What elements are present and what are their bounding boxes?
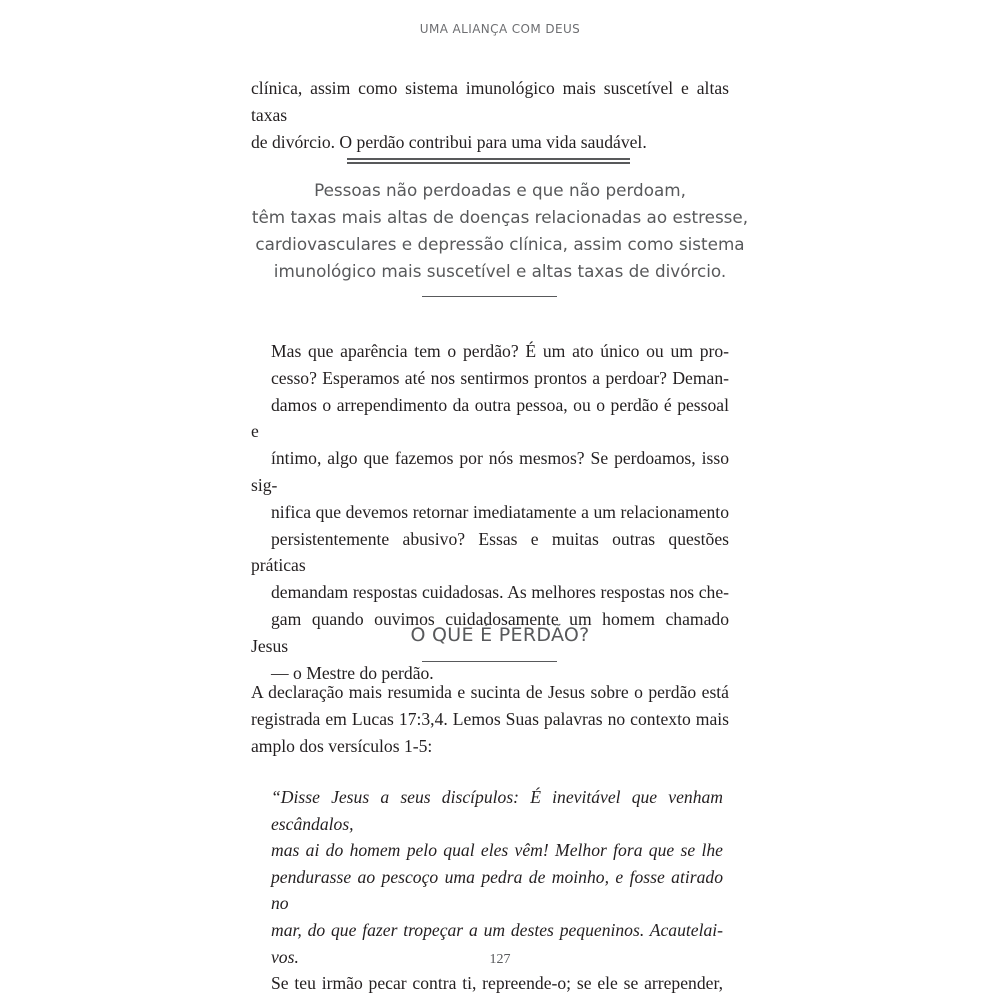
pull-quote-bottom-rule (422, 296, 557, 297)
section-heading: O QUE É PERDÃO? (410, 624, 590, 646)
text-line: — o Mestre do perdão. (271, 662, 434, 683)
text-line: gam quando ouvimos cuidadosamente um homem chamado Jesus (251, 608, 729, 656)
running-head: UMA ALIANÇA COM DEUS (419, 22, 581, 36)
paragraph-intro (251, 679, 729, 759)
text-line: demandam respostas cuidadosas. As melhores respostas nos che- (271, 582, 729, 603)
pull-quote-line: imunológico mais suscetível e altas taxas de divórcio. (273, 261, 727, 281)
quote-line: “Disse Jesus a seus discípulos: É inevitável que venham escândalos, (271, 787, 723, 834)
pull-quote-line: cardiovasculares e depressão clínica, assim como sistema (255, 234, 745, 254)
text-line: íntimo, algo que fazemos por nós mesmos? Se perdoamos, isso sig- (251, 448, 729, 495)
text-line: de divórcio. O perdão contribui para uma vida saudável. (251, 131, 647, 152)
text-line: persistentemente abusivo? Essas e muitas outras questões práticas (251, 528, 729, 576)
text-line: damos o arrependimento da outra pessoa, ou o perdão é pessoal e (251, 394, 729, 442)
pull-quote-top-rule (347, 158, 630, 164)
text-line: cesso? Esperamos até nos sentirmos prontos a perdoar? Deman- (271, 367, 729, 388)
text-line: Mas que aparência tem o perdão? É um ato único ou um pro- (271, 341, 729, 361)
text-line: registrada em Lucas 17:3,4. Lemos Suas palavras no contexto mais (251, 708, 729, 729)
quote-line: mas ai do homem pelo qual eles vêm! Melhor fora que se lhe (271, 840, 723, 861)
pull-quote (200, 177, 800, 285)
quote-line: pendurasse ao pescoço uma pedra de moinho, e fosse atirado no (271, 866, 723, 914)
page-number: 127 (489, 952, 511, 967)
text-line: amplo dos versículos 1-5: (251, 735, 433, 756)
quote-line: mar, do que fazer tropeçar a um destes pequeninos. Acautelai-vos. (271, 919, 723, 967)
text-line: nifica que devemos retornar imediatamente a um relacionamento (271, 501, 729, 522)
paragraph-continuation (251, 75, 729, 155)
pull-quote-line: Pessoas não perdoadas e que não perdoam, (314, 180, 686, 200)
text-line: A declaração mais resumida e sucinta de Jesus sobre o perdão está (251, 682, 729, 702)
text-line: clínica, assim como sistema imunológico mais suscetível e altas taxas (251, 78, 729, 125)
section-heading-rule (422, 661, 557, 662)
quote-line: Se teu irmão pecar contra ti, repreende-o; se ele se arrepender, (271, 973, 723, 994)
pull-quote-line: têm taxas mais altas de doenças relacionadas ao estresse, (251, 207, 749, 227)
